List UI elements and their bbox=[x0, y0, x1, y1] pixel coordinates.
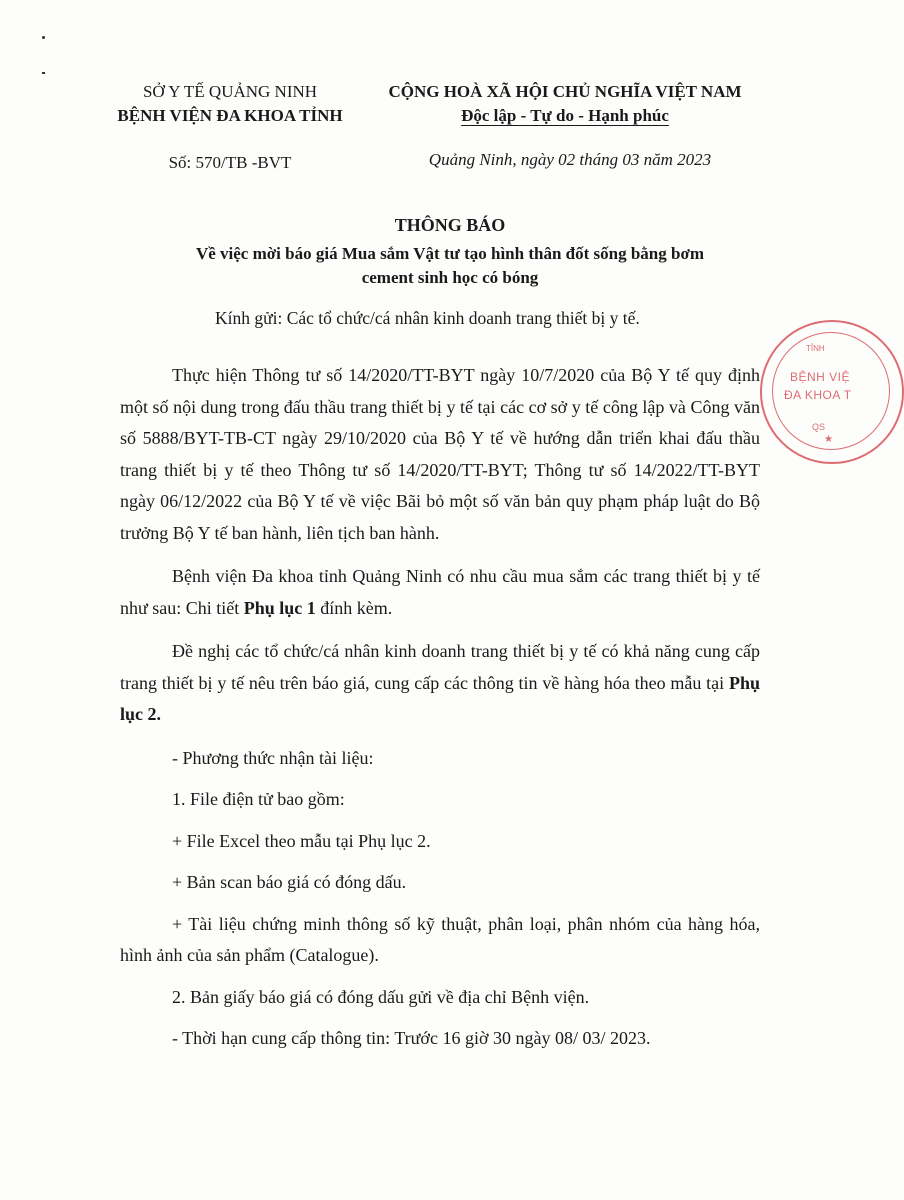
paragraph-scan: + Bản scan báo giá có đóng dấu. bbox=[172, 872, 407, 892]
appendix-1-ref: Phụ lục 1 bbox=[243, 597, 316, 618]
document-number: Số: 570/TB -BVT bbox=[168, 153, 292, 172]
national-motto: Độc lập - Tự do - Hạnh phúc bbox=[461, 106, 669, 125]
document-date: Quảng Ninh, ngày 02 tháng 03 năm 2023 bbox=[428, 150, 712, 169]
hospital-stamp bbox=[760, 320, 904, 464]
document-title: THÔNG BÁO bbox=[394, 215, 506, 235]
paragraph-documents: + Tài liệu chứng minh thông số kỹ thuật, phân loại, phân nhóm của hàng hóa, hình ảnh của sản phẩm (Catalogue). bbox=[120, 913, 760, 965]
paragraph-need bbox=[120, 561, 760, 624]
paragraph-request-text: Đề nghị các tổ chức/cá nhân kinh doanh trang thiết bị y tế có khả năng cung cấp trang thiết bị y tế nêu trên báo giá, cung cấp các thông tin về hàng hóa theo mẫu tại bbox=[120, 641, 760, 693]
issuing-organization bbox=[100, 80, 360, 175]
paragraph-paper-copy: 2. Bản giấy báo giá có đóng dấu gửi về địa chỉ Bệnh viện. bbox=[172, 986, 590, 1007]
paragraph-deadline: - Thời hạn cung cấp thông tin: Trước 16 giờ 30 ngày 08/ 03/ 2023. bbox=[172, 1028, 651, 1048]
stamp-star-icon: ★ bbox=[824, 434, 833, 445]
appendix-2-ref: Phụ lục 2. bbox=[120, 672, 760, 724]
document-body bbox=[120, 360, 760, 1065]
scan-mark bbox=[42, 72, 45, 74]
stamp-line-2: ĐA KHOA T bbox=[784, 388, 852, 402]
scan-mark bbox=[42, 36, 45, 39]
paragraph-method: - Phương thức nhận tài liệu: bbox=[172, 747, 374, 768]
country-name: CỘNG HOÀ XÃ HỘI CHỦ NGHĨA VIỆT NAM bbox=[388, 82, 742, 101]
national-title bbox=[365, 80, 765, 128]
paragraph-need-text: Bệnh viện Đa khoa tỉnh Quảng Ninh có nhu cầu mua sắm các trang thiết bị y tế như sau: Chi tiết bbox=[120, 566, 760, 618]
hospital-name: BỆNH VIỆN ĐA KHOA TỈNH bbox=[117, 106, 343, 125]
paragraph-request bbox=[120, 636, 760, 731]
paragraph-excel-file: + File Excel theo mẫu tại Phụ lục 2. bbox=[172, 830, 431, 851]
department-name: SỞ Y TẾ QUẢNG NINH bbox=[142, 82, 318, 101]
recipient-line: Kính gửi: Các tổ chức/cá nhân kinh doanh trang thiết bị y tế. bbox=[215, 308, 640, 328]
subtitle-line-2: cement sinh học có bóng bbox=[361, 268, 539, 287]
stamp-top-text: TỈNH bbox=[806, 344, 825, 353]
document-subtitle bbox=[120, 242, 780, 290]
subtitle-line-1: Về việc mời báo giá Mua sắm Vật tư tạo hình thân đốt sống bằng bơm bbox=[195, 244, 705, 263]
paragraph-legal-basis: Thực hiện Thông tư số 14/2020/TT-BYT ngày 10/7/2020 của Bộ Y tế quy định một số nội dung trong đấu thầu trang thiết bị y tế tại các cơ sở y tế công lập và Công văn số 5888/BYT-TB-CT ngày 29/10/2020 của Bộ Y tế về hướng dẫn triển khai đấu thầu trang thiết bị y tế theo Thông tư số 14/2020/TT-BYT; Thông tư số 14/2022/TT-BYT ngày 06/12/2022 của Bộ Y tế về việc Bãi bỏ một số văn bản quy phạm pháp luật do Bộ trưởng Bộ Y tế ban hành, liên tịch ban hành. bbox=[120, 365, 760, 543]
stamp-line-1: BỆNH VIỆ bbox=[790, 370, 851, 384]
paragraph-electronic-file: 1. File điện tử bao gồm: bbox=[172, 789, 345, 809]
paragraph-need-end: đính kèm. bbox=[315, 597, 393, 618]
stamp-bottom-text: QS bbox=[812, 422, 826, 432]
